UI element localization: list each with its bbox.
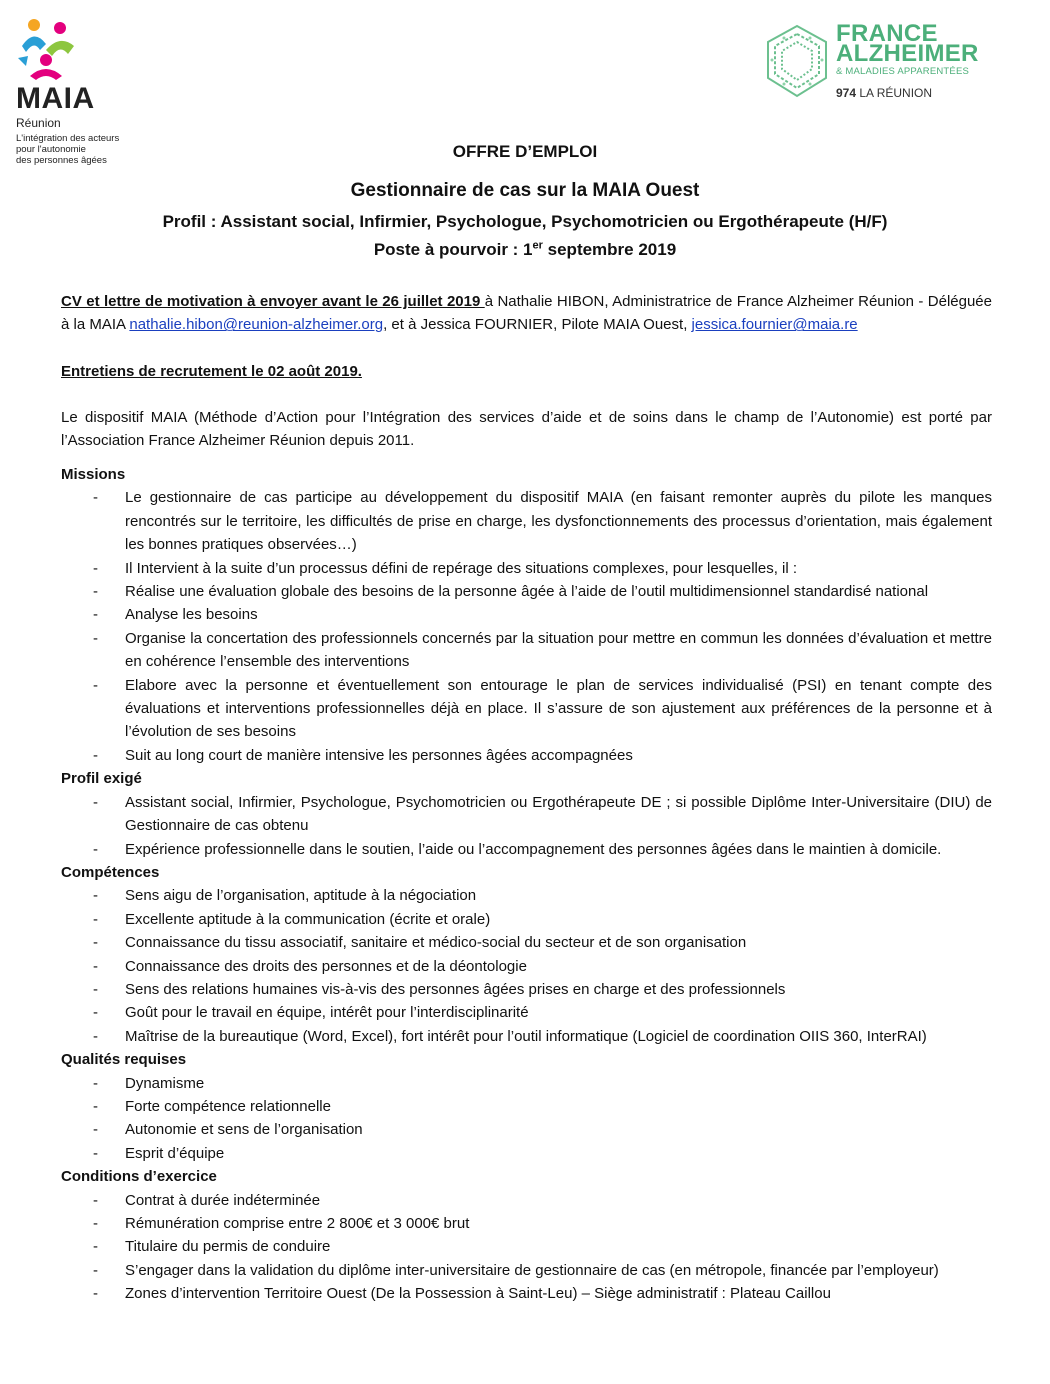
list-item-text: Rémunération comprise entre 2 800€ et 3 000€ brut bbox=[125, 1215, 470, 1232]
list-item-text: Contrat à durée indéterminée bbox=[125, 1191, 321, 1209]
dash-bullet: - bbox=[93, 887, 98, 905]
france-alzheimer-emblem-icon bbox=[764, 24, 830, 98]
email-link-fournier[interactable]: jessica.fournier@maia.re bbox=[691, 316, 858, 334]
list-item bbox=[61, 978, 992, 1001]
maia-wordmark: MAIA bbox=[16, 82, 95, 115]
list-item bbox=[61, 580, 992, 603]
list-item bbox=[61, 1118, 992, 1141]
dash-bullet: - bbox=[93, 1215, 98, 1232]
competences-list bbox=[61, 884, 992, 1048]
dash-bullet: - bbox=[93, 1121, 98, 1139]
list-item-text: S’engager dans la validation du diplôme inter-universitaire de gestionnaire de cas (en métropole, financée par l’employeur) bbox=[125, 1261, 939, 1279]
list-item-text: Le gestionnaire de cas participe au développement du dispositif MAIA (en faisant remonter auprès du pilote les manques rencontrés sur le territoire, les difficultés de prise en charge, les dysfonctionnements des processus d’orientation, mais également les bonnes pratiques observées…) bbox=[125, 489, 992, 554]
list-item-text: Organise la concertation des professionnels concernés par la situation pour mettre en commun les données d’évaluation et mettre en cohérence l’ensemble des interventions bbox=[125, 629, 992, 671]
list-item bbox=[61, 1235, 992, 1258]
email-link-hibon[interactable]: nathalie.hibon@reunion-alzheimer.org bbox=[129, 316, 384, 334]
dash-bullet: - bbox=[93, 1285, 98, 1303]
application-text1: à Nathalie HIBON, Administratrice de France Alzheimer Réunion - Déléguée à la MAIA bbox=[61, 293, 992, 334]
dash-bullet: - bbox=[93, 606, 98, 624]
list-item bbox=[61, 674, 992, 744]
dash-bullet: - bbox=[93, 1074, 98, 1092]
list-item bbox=[61, 1212, 992, 1235]
list-item-text: Excellente aptitude à la communication (écrite et orale) bbox=[125, 910, 491, 928]
dash-bullet: - bbox=[93, 629, 98, 647]
list-item bbox=[61, 1025, 992, 1048]
profile-line: Profil : Assistant social, Infirmier, Psychologue, Psychomotricien ou Ergothérapeute (H/F) bbox=[162, 212, 888, 231]
fa-region bbox=[836, 86, 932, 100]
list-item bbox=[61, 1001, 992, 1024]
list-item-text: Autonomie et sens de l’organisation bbox=[125, 1121, 363, 1139]
list-item bbox=[61, 1282, 992, 1305]
start-date-prefix: Poste à pourvoir : 1 bbox=[373, 240, 533, 259]
list-item-text: Sens aigu de l’organisation, aptitude à la négociation bbox=[125, 887, 477, 905]
maia-description: Le dispositif MAIA (Méthode d’Action pour l’Intégration des services d’aide et de soins dans le champ de l’Autonomie) est porté par l’Association France Alzheimer Réunion depuis 2011. bbox=[61, 409, 992, 450]
dash-bullet: - bbox=[93, 980, 98, 998]
list-item-text: Dynamisme bbox=[125, 1074, 205, 1092]
dash-bullet: - bbox=[93, 793, 98, 811]
dash-bullet: - bbox=[93, 910, 98, 928]
list-item-text: Connaissance des droits des personnes et de la déontologie bbox=[125, 957, 527, 975]
list-item bbox=[61, 1259, 992, 1282]
section-title-qualites: Qualités requises bbox=[61, 1051, 187, 1069]
application-deadline: CV et lettre de motivation à envoyer avant le 26 juillet 2019 bbox=[61, 293, 485, 310]
dash-bullet: - bbox=[93, 1027, 98, 1045]
section-title-missions: Missions bbox=[61, 466, 126, 483]
list-item bbox=[61, 908, 992, 931]
dash-bullet: - bbox=[93, 957, 98, 975]
list-item bbox=[61, 1189, 992, 1212]
dash-bullet: - bbox=[93, 1191, 98, 1209]
conditions-list bbox=[61, 1189, 992, 1306]
list-item-text: Forte compétence relationnelle bbox=[125, 1097, 331, 1115]
list-item-text: Suit au long court de manière intensive les personnes âgées accompagnées bbox=[125, 746, 633, 764]
list-item bbox=[61, 486, 992, 556]
application-instructions bbox=[61, 290, 992, 337]
dash-bullet: - bbox=[93, 489, 98, 507]
list-item bbox=[61, 1095, 992, 1118]
maia-region: Réunion bbox=[16, 116, 61, 130]
list-item bbox=[61, 791, 992, 838]
list-item bbox=[61, 1142, 992, 1165]
start-date-suffix: septembre 2019 bbox=[542, 240, 677, 259]
list-item-text: Réalise une évaluation globale des besoins de la personne âgée à l’aide de l’outil multidimensionnel standardisé national bbox=[125, 583, 929, 601]
start-date bbox=[0, 240, 1050, 260]
section-title-conditions: Conditions d’exercice bbox=[61, 1168, 217, 1186]
maia-tagline-line: des personnes âgées bbox=[16, 155, 107, 166]
list-item bbox=[61, 557, 992, 580]
list-item bbox=[61, 955, 992, 978]
maia-tagline-line: L'intégration des acteurs bbox=[16, 133, 120, 144]
start-date-sup: er bbox=[532, 239, 543, 252]
list-item-text: Il Intervient à la suite d’un processus défini de repérage des situations complexes, pour lesquelles, il : bbox=[125, 559, 798, 577]
list-item-text: Expérience professionnelle dans le soutien, l’aide ou l’accompagnement des personnes âgées dans le maintien à domicile. bbox=[125, 840, 942, 858]
dash-bullet: - bbox=[93, 676, 98, 694]
application-text2: , et à Jessica FOURNIER, Pilote MAIA Ouest, bbox=[383, 316, 692, 334]
list-item bbox=[61, 884, 992, 907]
interviews-date: Entretiens de recrutement le 02 août 2019. bbox=[61, 363, 362, 380]
list-item-text: Assistant social, Infirmier, Psychologue, Psychomotricien ou Ergothérapeute DE ; si possible Diplôme Inter-Universitaire (DIU) de Gestionnaire de cas obtenu bbox=[125, 793, 992, 835]
fa-name-line2: ALZHEIMER bbox=[836, 40, 979, 67]
dash-bullet: - bbox=[93, 1261, 98, 1279]
dash-bullet: - bbox=[93, 840, 98, 858]
dash-bullet: - bbox=[93, 559, 98, 577]
list-item bbox=[61, 744, 992, 767]
dash-bullet: - bbox=[93, 1144, 98, 1162]
list-item bbox=[61, 931, 992, 954]
dash-bullet: - bbox=[93, 746, 98, 764]
fa-region-name: LA RÉUNION bbox=[859, 86, 933, 100]
dash-bullet: - bbox=[93, 1238, 98, 1256]
list-item-text: Sens des relations humaines vis-à-vis des personnes âgées prises en charge et des professionnels bbox=[125, 980, 786, 998]
sections bbox=[61, 463, 992, 1306]
list-item-text: Goût pour le travail en équipe, intérêt pour l’interdisciplinarité bbox=[125, 1004, 529, 1022]
list-item-text: Esprit d’équipe bbox=[125, 1144, 225, 1162]
fa-subtitle: & MALADIES APPARENTÉES bbox=[836, 66, 970, 77]
dash-bullet: - bbox=[93, 1004, 98, 1022]
list-item-text: Elabore avec la personne et éventuellement son entourage le plan de services individualisé (PSI) en tenant compte des évaluations et interventions professionnelles déjà en place. Il s’assure de son ajustement aux préférences de la personne et à l’évolution de ses besoins bbox=[125, 676, 992, 741]
list-item bbox=[61, 1072, 992, 1095]
maia-tagline-line: pour l'autonomie bbox=[16, 144, 86, 155]
dash-bullet: - bbox=[93, 934, 98, 952]
offer-label: OFFRE D’EMPLOI bbox=[452, 142, 598, 161]
qualites-list bbox=[61, 1072, 992, 1166]
list-item bbox=[61, 603, 992, 626]
fa-region-number: 974 bbox=[836, 86, 857, 100]
list-item-text: Zones d’intervention Territoire Ouest (De la Possession à Saint-Leu) – Siège administratif : Plateau Caillou bbox=[125, 1285, 831, 1303]
list-item bbox=[61, 838, 992, 861]
dash-bullet: - bbox=[93, 583, 98, 601]
section-title-profil: Profil exigé bbox=[61, 770, 142, 788]
dash-bullet: - bbox=[93, 1097, 98, 1115]
list-item-text: Analyse les besoins bbox=[125, 606, 258, 624]
france-alzheimer-logo bbox=[764, 22, 1004, 112]
missions-list bbox=[61, 486, 992, 767]
job-title: Gestionnaire de cas sur la MAIA Ouest bbox=[350, 180, 700, 201]
profil-list bbox=[61, 791, 992, 861]
fa-name-line1: FRANCE bbox=[836, 20, 938, 47]
list-item-text: Titulaire du permis de conduire bbox=[125, 1238, 331, 1256]
list-item-text: Connaissance du tissu associatif, sanitaire et médico-social du secteur et de son organisation bbox=[125, 934, 747, 952]
list-item-text: Maîtrise de la bureautique (Word, Excel), fort intérêt pour l’outil informatique (Logiciel de coordination OIIS 360, InterRAI) bbox=[125, 1027, 927, 1045]
maia-figures-icon bbox=[16, 16, 80, 82]
list-item bbox=[61, 627, 992, 674]
section-title-competences: Compétences bbox=[61, 863, 160, 881]
